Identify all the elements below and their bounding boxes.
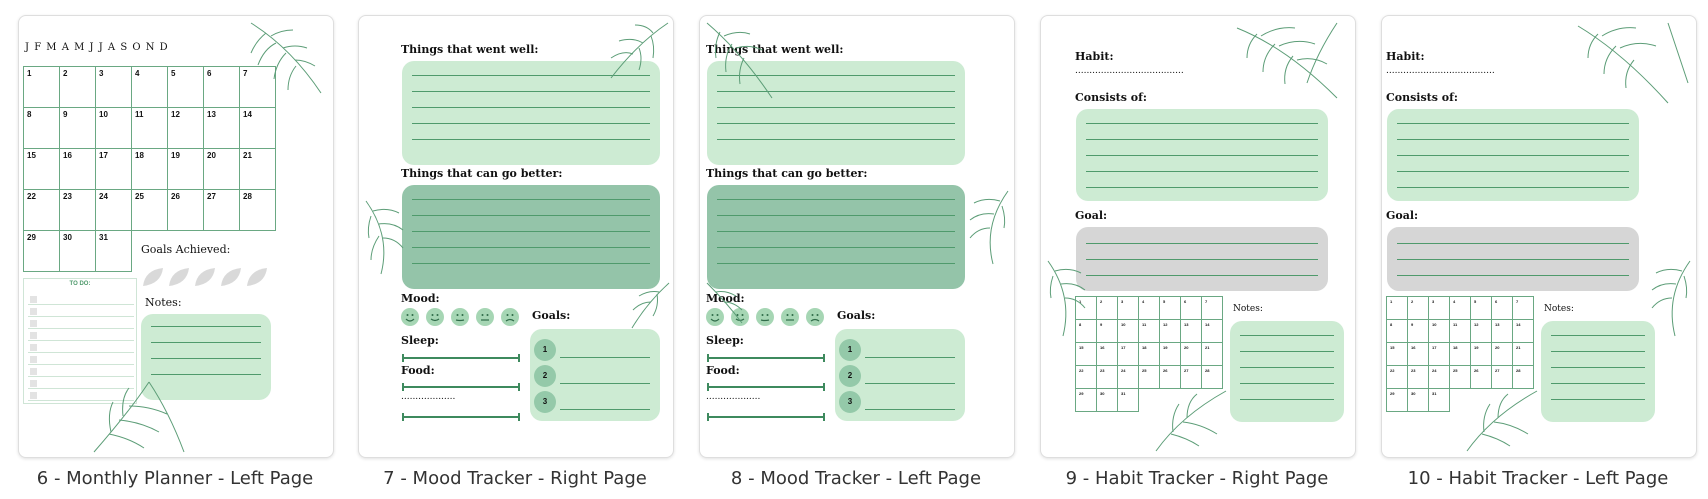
calendar-day[interactable]: 13 bbox=[1181, 320, 1202, 343]
calendar-day[interactable]: 19 bbox=[1160, 343, 1181, 366]
calendar-day[interactable]: 11 bbox=[132, 108, 168, 149]
calendar-day[interactable]: 30 bbox=[1097, 389, 1118, 412]
calendar-day[interactable]: 16 bbox=[1097, 343, 1118, 366]
todo-checkbox[interactable] bbox=[30, 296, 37, 303]
calendar-day[interactable]: 29 bbox=[1387, 389, 1408, 412]
goal-label: Goal: bbox=[1075, 209, 1108, 222]
calendar-day[interactable]: 19 bbox=[168, 149, 204, 190]
calendar-day[interactable]: 16 bbox=[60, 149, 96, 190]
calendar-day[interactable]: 6 bbox=[1181, 297, 1202, 320]
mood-face-icon[interactable] bbox=[401, 308, 419, 326]
calendar-day[interactable]: 15 bbox=[24, 149, 60, 190]
calendar-day[interactable]: 8 bbox=[24, 108, 60, 149]
custom-dots: ................... bbox=[706, 392, 761, 402]
goals-label: Goals: bbox=[837, 309, 876, 322]
notes-label: Notes: bbox=[1233, 304, 1263, 314]
mood-label: Mood: bbox=[706, 292, 745, 305]
fern-leaf-icon bbox=[361, 196, 406, 276]
goal-leaves bbox=[141, 266, 271, 293]
calendar-day[interactable]: 10 bbox=[1118, 320, 1139, 343]
fern-leaf-icon bbox=[968, 186, 1013, 266]
calendar-day[interactable]: 2 bbox=[1097, 297, 1118, 320]
calendar-day[interactable]: 24 bbox=[96, 190, 132, 231]
calendar-day[interactable]: 1 bbox=[1076, 297, 1097, 320]
calendar-day[interactable]: 24 bbox=[1429, 366, 1450, 389]
calendar-day[interactable]: 24 bbox=[1118, 366, 1139, 389]
page-mood-tracker-right[interactable] bbox=[358, 15, 674, 458]
fern-leaf-icon bbox=[1043, 256, 1088, 341]
calendar-day[interactable]: 25 bbox=[132, 190, 168, 231]
calendar-day[interactable]: 22 bbox=[1387, 366, 1408, 389]
goal-box[interactable] bbox=[1076, 227, 1328, 291]
calendar-day[interactable]: 6 bbox=[204, 67, 240, 108]
goal-number: 1 bbox=[839, 339, 861, 361]
calendar-day[interactable]: 14 bbox=[1202, 320, 1223, 343]
calendar-day[interactable]: 4 bbox=[1450, 297, 1471, 320]
calendar-day[interactable]: 28 bbox=[1202, 366, 1223, 389]
calendar-day[interactable]: 18 bbox=[1139, 343, 1160, 366]
calendar-day[interactable]: 14 bbox=[240, 108, 276, 149]
todo-checkbox[interactable] bbox=[30, 368, 37, 375]
go-better-label: Things that can go better: bbox=[401, 167, 563, 180]
sleep-label: Sleep: bbox=[401, 334, 439, 347]
sleep-bar[interactable] bbox=[707, 357, 825, 359]
consists-box[interactable] bbox=[1076, 109, 1328, 201]
calendar-day[interactable]: 3 bbox=[1118, 297, 1139, 320]
custom-bar[interactable] bbox=[402, 416, 520, 418]
fern-leaf-icon bbox=[241, 18, 331, 98]
calendar-day[interactable]: 26 bbox=[1471, 366, 1492, 389]
fern-leaf-icon bbox=[702, 18, 777, 103]
calendar-day[interactable]: 21 bbox=[1202, 343, 1223, 366]
calendar-day[interactable]: 14 bbox=[1513, 320, 1534, 343]
go-better-box[interactable] bbox=[402, 185, 660, 289]
custom-bar[interactable] bbox=[707, 416, 825, 418]
calendar-day[interactable]: 12 bbox=[1160, 320, 1181, 343]
fern-leaf-icon bbox=[627, 278, 672, 333]
calendar-day[interactable]: 7 bbox=[240, 67, 276, 108]
calendar-day[interactable]: 15 bbox=[1076, 343, 1097, 366]
caption-8: 8 - Mood Tracker - Left Page bbox=[730, 468, 982, 489]
calendar-day[interactable]: 29 bbox=[1076, 389, 1097, 412]
todo-line bbox=[28, 304, 134, 305]
calendar-day[interactable]: 2 bbox=[60, 67, 96, 108]
mood-face-icon[interactable] bbox=[806, 308, 824, 326]
calendar-day[interactable]: 11 bbox=[1139, 320, 1160, 343]
calendar-day[interactable]: 28 bbox=[1513, 366, 1534, 389]
fern-leaf-icon bbox=[89, 372, 189, 457]
food-label: Food: bbox=[706, 364, 740, 377]
habit-dots: ...................................... bbox=[1075, 66, 1184, 76]
calendar-day[interactable]: 5 bbox=[168, 67, 204, 108]
calendar-day[interactable]: 25 bbox=[1139, 366, 1160, 389]
habit-label: Habit: bbox=[1386, 50, 1425, 63]
calendar-day[interactable]: 9 bbox=[1408, 320, 1429, 343]
calendar-day[interactable]: 21 bbox=[240, 149, 276, 190]
food-bar[interactable] bbox=[707, 386, 825, 388]
todo-checkbox[interactable] bbox=[30, 380, 37, 387]
calendar-day[interactable]: 1 bbox=[24, 67, 60, 108]
mood-face-icon[interactable] bbox=[781, 308, 799, 326]
calendar-day[interactable]: 22 bbox=[1076, 366, 1097, 389]
mood-label: Mood: bbox=[401, 292, 440, 305]
goal-number: 2 bbox=[534, 365, 556, 387]
calendar-day[interactable]: 31 bbox=[1118, 389, 1139, 412]
caption-7: 7 - Mood Tracker - Right Page bbox=[383, 468, 647, 489]
calendar-grid bbox=[23, 66, 276, 272]
consists-box[interactable] bbox=[1387, 109, 1639, 201]
calendar-day[interactable]: 29 bbox=[24, 231, 60, 272]
todo-label: TO DO: bbox=[69, 281, 91, 287]
calendar-day[interactable]: 27 bbox=[1181, 366, 1202, 389]
todo-checkbox[interactable] bbox=[30, 332, 37, 339]
month-initials: J F M A M J J A S O N D bbox=[25, 42, 169, 53]
calendar-day[interactable]: 28 bbox=[240, 190, 276, 231]
calendar-day[interactable]: 10 bbox=[1429, 320, 1450, 343]
fern-leaf-icon bbox=[1650, 256, 1695, 341]
calendar-day[interactable]: 22 bbox=[24, 190, 60, 231]
calendar-day[interactable]: 31 bbox=[1429, 389, 1450, 412]
fern-leaf-icon bbox=[1462, 386, 1542, 456]
leaf-icons bbox=[141, 266, 271, 288]
calendar-day[interactable]: 10 bbox=[96, 108, 132, 149]
caption-9: 9 - Habit Tracker - Right Page bbox=[1065, 468, 1329, 489]
fern-leaf-icon bbox=[1151, 386, 1231, 456]
calendar-day[interactable]: 13 bbox=[204, 108, 240, 149]
notes-box[interactable] bbox=[1230, 321, 1344, 422]
calendar-day[interactable]: 8 bbox=[1387, 320, 1408, 343]
notes-label: Notes: bbox=[145, 296, 182, 309]
calendar-day[interactable]: 7 bbox=[1202, 297, 1223, 320]
consists-label: Consists of: bbox=[1386, 91, 1458, 104]
caption-6: 6 - Monthly Planner - Left Page bbox=[36, 468, 314, 489]
calendar-day[interactable]: 30 bbox=[60, 231, 96, 272]
go-better-label: Things that can go better: bbox=[706, 167, 868, 180]
fern-leaf-icon bbox=[702, 278, 747, 328]
calendar-day[interactable]: 25 bbox=[1450, 366, 1471, 389]
calendar-day[interactable]: 18 bbox=[132, 149, 168, 190]
calendar-day[interactable]: 27 bbox=[1492, 366, 1513, 389]
went-well-label: Things that went well: bbox=[401, 43, 539, 56]
page-monthly-planner[interactable] bbox=[18, 15, 334, 458]
fern-leaf-icon bbox=[1568, 18, 1693, 108]
page-habit-tracker-right[interactable] bbox=[1040, 15, 1356, 458]
fern-leaf-icon bbox=[1227, 18, 1352, 103]
calendar-day[interactable]: 31 bbox=[96, 231, 132, 272]
calendar-day[interactable]: 4 bbox=[132, 67, 168, 108]
todo-line bbox=[28, 340, 134, 341]
calendar-day[interactable]: 21 bbox=[1513, 343, 1534, 366]
calendar-day[interactable]: 1 bbox=[1387, 297, 1408, 320]
goal-number: 1 bbox=[534, 339, 556, 361]
goal-number: 2 bbox=[839, 365, 861, 387]
page-mood-tracker-left[interactable] bbox=[699, 15, 1015, 458]
calendar-day[interactable]: 12 bbox=[1471, 320, 1492, 343]
habit-dots: ...................................... bbox=[1386, 66, 1495, 76]
consists-label: Consists of: bbox=[1075, 91, 1147, 104]
calendar-day[interactable]: 26 bbox=[168, 190, 204, 231]
calendar-day[interactable]: 16 bbox=[1408, 343, 1429, 366]
todo-checkbox[interactable] bbox=[30, 320, 37, 327]
todo-checkbox[interactable] bbox=[30, 356, 37, 363]
mood-face-icon[interactable] bbox=[756, 308, 774, 326]
calendar-day[interactable]: 2 bbox=[1408, 297, 1429, 320]
calendar-day[interactable]: 13 bbox=[1492, 320, 1513, 343]
mood-face-icon[interactable] bbox=[426, 308, 444, 326]
mood-face-icon[interactable] bbox=[501, 308, 519, 326]
calendar-day[interactable]: 23 bbox=[60, 190, 96, 231]
todo-line bbox=[28, 364, 134, 365]
calendar-day[interactable]: 17 bbox=[1429, 343, 1450, 366]
custom-dots: ................... bbox=[401, 392, 456, 402]
todo-checkbox[interactable] bbox=[30, 392, 37, 399]
calendar-day[interactable]: 23 bbox=[1097, 366, 1118, 389]
calendar-day[interactable]: 8 bbox=[1076, 320, 1097, 343]
calendar-day[interactable]: 5 bbox=[1471, 297, 1492, 320]
goals-box[interactable] bbox=[835, 329, 965, 421]
food-label: Food: bbox=[401, 364, 435, 377]
fern-leaf-icon bbox=[603, 18, 673, 88]
calendar-day[interactable]: 15 bbox=[1387, 343, 1408, 366]
go-better-box[interactable] bbox=[707, 185, 965, 289]
calendar-day[interactable]: 5 bbox=[1160, 297, 1181, 320]
calendar-day[interactable]: 27 bbox=[204, 190, 240, 231]
calendar-day[interactable]: 20 bbox=[1492, 343, 1513, 366]
goal-number: 3 bbox=[839, 391, 861, 413]
calendar-day[interactable]: 4 bbox=[1139, 297, 1160, 320]
habit-label: Habit: bbox=[1075, 50, 1114, 63]
goals-label: Goals: bbox=[532, 309, 571, 322]
goal-label: Goal: bbox=[1386, 209, 1419, 222]
caption-10: 10 - Habit Tracker - Left Page bbox=[1407, 468, 1669, 489]
calendar-day[interactable]: 17 bbox=[1118, 343, 1139, 366]
goal-number: 3 bbox=[534, 391, 556, 413]
notes-label: Notes: bbox=[1544, 304, 1574, 314]
calendar-day[interactable]: 11 bbox=[1450, 320, 1471, 343]
went-well-label: Things that went well: bbox=[706, 43, 844, 56]
todo-line bbox=[28, 352, 134, 353]
calendar-day[interactable]: 12 bbox=[168, 108, 204, 149]
calendar-day[interactable]: 6 bbox=[1492, 297, 1513, 320]
mood-face-icon[interactable] bbox=[451, 308, 469, 326]
todo-line bbox=[28, 328, 134, 329]
goal-box[interactable] bbox=[1387, 227, 1639, 291]
todo-line bbox=[28, 316, 134, 317]
calendar-day[interactable]: 9 bbox=[1097, 320, 1118, 343]
food-bar[interactable] bbox=[402, 386, 520, 388]
calendar-day[interactable]: 26 bbox=[1160, 366, 1181, 389]
calendar-day[interactable]: 30 bbox=[1408, 389, 1429, 412]
sleep-bar[interactable] bbox=[402, 357, 520, 359]
todo-checkbox[interactable] bbox=[30, 344, 37, 351]
sleep-label: Sleep: bbox=[706, 334, 744, 347]
calendar-day[interactable]: 19 bbox=[1471, 343, 1492, 366]
goals-achieved-label: Goals Achieved: bbox=[141, 243, 231, 256]
calendar-day[interactable]: 23 bbox=[1408, 366, 1429, 389]
mood-face-icon[interactable] bbox=[476, 308, 494, 326]
calendar-day[interactable]: 3 bbox=[1429, 297, 1450, 320]
calendar-day[interactable]: 7 bbox=[1513, 297, 1534, 320]
calendar-day[interactable]: 3 bbox=[96, 67, 132, 108]
calendar-day[interactable]: 18 bbox=[1450, 343, 1471, 366]
todo-checkbox[interactable] bbox=[30, 308, 37, 315]
page-habit-tracker-left[interactable] bbox=[1381, 15, 1697, 458]
calendar-day[interactable]: 9 bbox=[60, 108, 96, 149]
calendar-day[interactable]: 17 bbox=[96, 149, 132, 190]
notes-box[interactable] bbox=[1541, 321, 1655, 422]
goals-box[interactable] bbox=[530, 329, 660, 421]
calendar-day[interactable]: 20 bbox=[204, 149, 240, 190]
calendar-day[interactable]: 20 bbox=[1181, 343, 1202, 366]
